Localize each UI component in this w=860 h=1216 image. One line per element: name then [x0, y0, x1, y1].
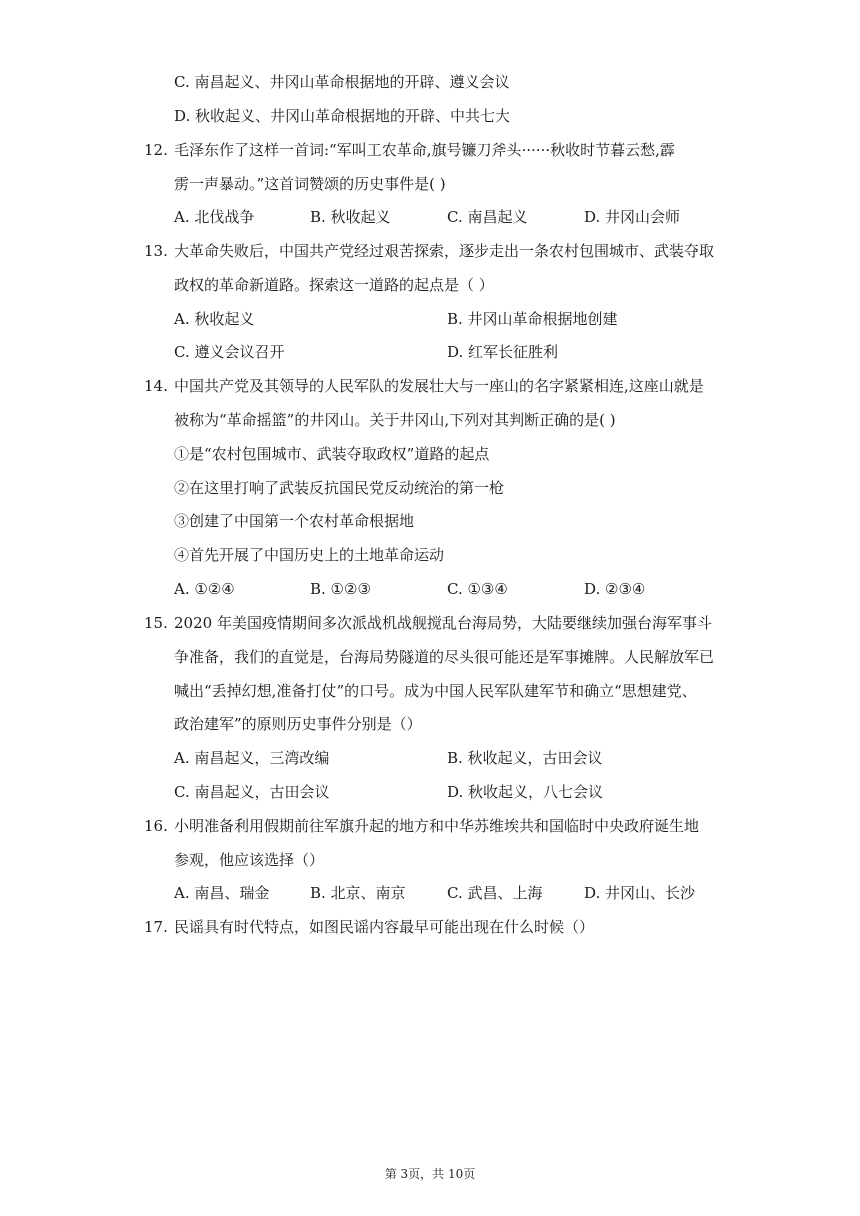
q12-option-b: B. 秋收起义 — [310, 208, 391, 226]
q14-statement-4: ④首先开展了中国历史上的土地革命运动 — [174, 546, 445, 564]
q16-option-c: C. 武昌、上海 — [447, 884, 543, 902]
q13-stem-line1: 大革命失败后，中国共产党经过艰苦探索，逐步走出一条农村包围城市、武装夺取 — [174, 242, 715, 260]
q15-stem-line1: 2020 年美国疫情期间多次派战机战舰搅乱台海局势，大陆要继续加强台海军事斗 — [174, 614, 712, 632]
q12-option-d: D. 井冈山会师 — [584, 208, 681, 226]
q16-option-d: D. 井冈山、长沙 — [584, 884, 696, 902]
q14-stem-line1: 中国共产党及其领导的人民军队的发展壮大与一座山的名字紧紧相连,这座山就是 — [174, 377, 704, 395]
q16-option-a: A. 南昌、瑞金 — [174, 884, 270, 902]
q12-number: 12. — [144, 141, 168, 159]
q14-statement-3: ③创建了中国第一个农村革命根据地 — [174, 512, 415, 530]
q14-number: 14. — [144, 377, 168, 395]
q15-option-a: A. 南昌起义，三湾改编 — [174, 749, 330, 767]
q14-option-d: D. ②③④ — [584, 580, 646, 598]
q15-number: 15. — [144, 614, 168, 632]
q11-option-c: C. 南昌起义、井冈山革命根据地的开辟、遵义会议 — [174, 73, 510, 91]
q14-statement-1: ①是“农村包围城市、武装夺取政权”道路的起点 — [174, 445, 490, 463]
q16-stem-line1: 小明准备利用假期前往军旗升起的地方和中华苏维埃共和国临时中央政府诞生地 — [174, 817, 700, 835]
q13-option-d: D. 红军长征胜利 — [447, 343, 559, 361]
q16-option-b: B. 北京、南京 — [310, 884, 406, 902]
page-footer: 第 3页，共 10页 — [384, 1167, 476, 1181]
q12-stem-line1: 毛泽东作了这样一首词:“军叫工农革命,旗号镰刀斧头······秋收时节暮云愁,霹 — [174, 141, 675, 159]
q14-option-b: B. ①②③ — [310, 580, 371, 598]
q15-stem-line4: 政治建军”的原则历史事件分别是（） — [174, 715, 422, 733]
q13-number: 13. — [144, 242, 168, 260]
q14-option-a: A. ①②④ — [174, 580, 235, 598]
q11-option-d: D. 秋收起义、井冈山革命根据地的开辟、中共七大 — [174, 107, 511, 125]
q12-option-c: C. 南昌起义 — [447, 208, 528, 226]
q15-stem-line2: 争准备，我们的直觉是，台海局势隧道的尽头很可能还是军事摊牌。人民解放军已 — [174, 648, 715, 666]
q15-option-c: C. 南昌起义，古田会议 — [174, 783, 330, 801]
q16-stem-line2: 参观，他应该选择（） — [174, 851, 325, 869]
q15-option-b: B. 秋收起义，古田会议 — [447, 749, 603, 767]
q13-option-b: B. 井冈山革命根据地创建 — [447, 310, 618, 328]
q17-number: 17. — [144, 918, 168, 936]
q13-stem-line2: 政权的革命新道路。探索这一道路的起点是（ ） — [174, 276, 494, 294]
q17-stem-line1: 民谣具有时代特点，如图民谣内容最早可能出现在什么时候（） — [174, 918, 595, 936]
q14-option-c: C. ①③④ — [447, 580, 508, 598]
q16-number: 16. — [144, 817, 168, 835]
q15-stem-line3: 喊出“丢掉幻想,准备打仗”的口号。成为中国人民军队建军节和确立“思想建党、 — [174, 682, 697, 700]
q15-option-d: D. 秋收起义，八七会议 — [447, 783, 604, 801]
q13-option-c: C. 遵义会议召开 — [174, 343, 285, 361]
q14-stem-line2: 被称为“革命摇篮”的井冈山。关于井冈山,下列对其判断正确的是( ) — [174, 411, 616, 429]
q12-option-a: A. 北伐战争 — [174, 208, 255, 226]
q13-option-a: A. 秋收起义 — [174, 310, 255, 328]
q14-statement-2: ②在这里打响了武装反抗国民党反动统治的第一枪 — [174, 479, 505, 497]
q12-stem-line2: 雳一声暴动。”这首词赞颂的历史事件是( ) — [174, 175, 446, 193]
